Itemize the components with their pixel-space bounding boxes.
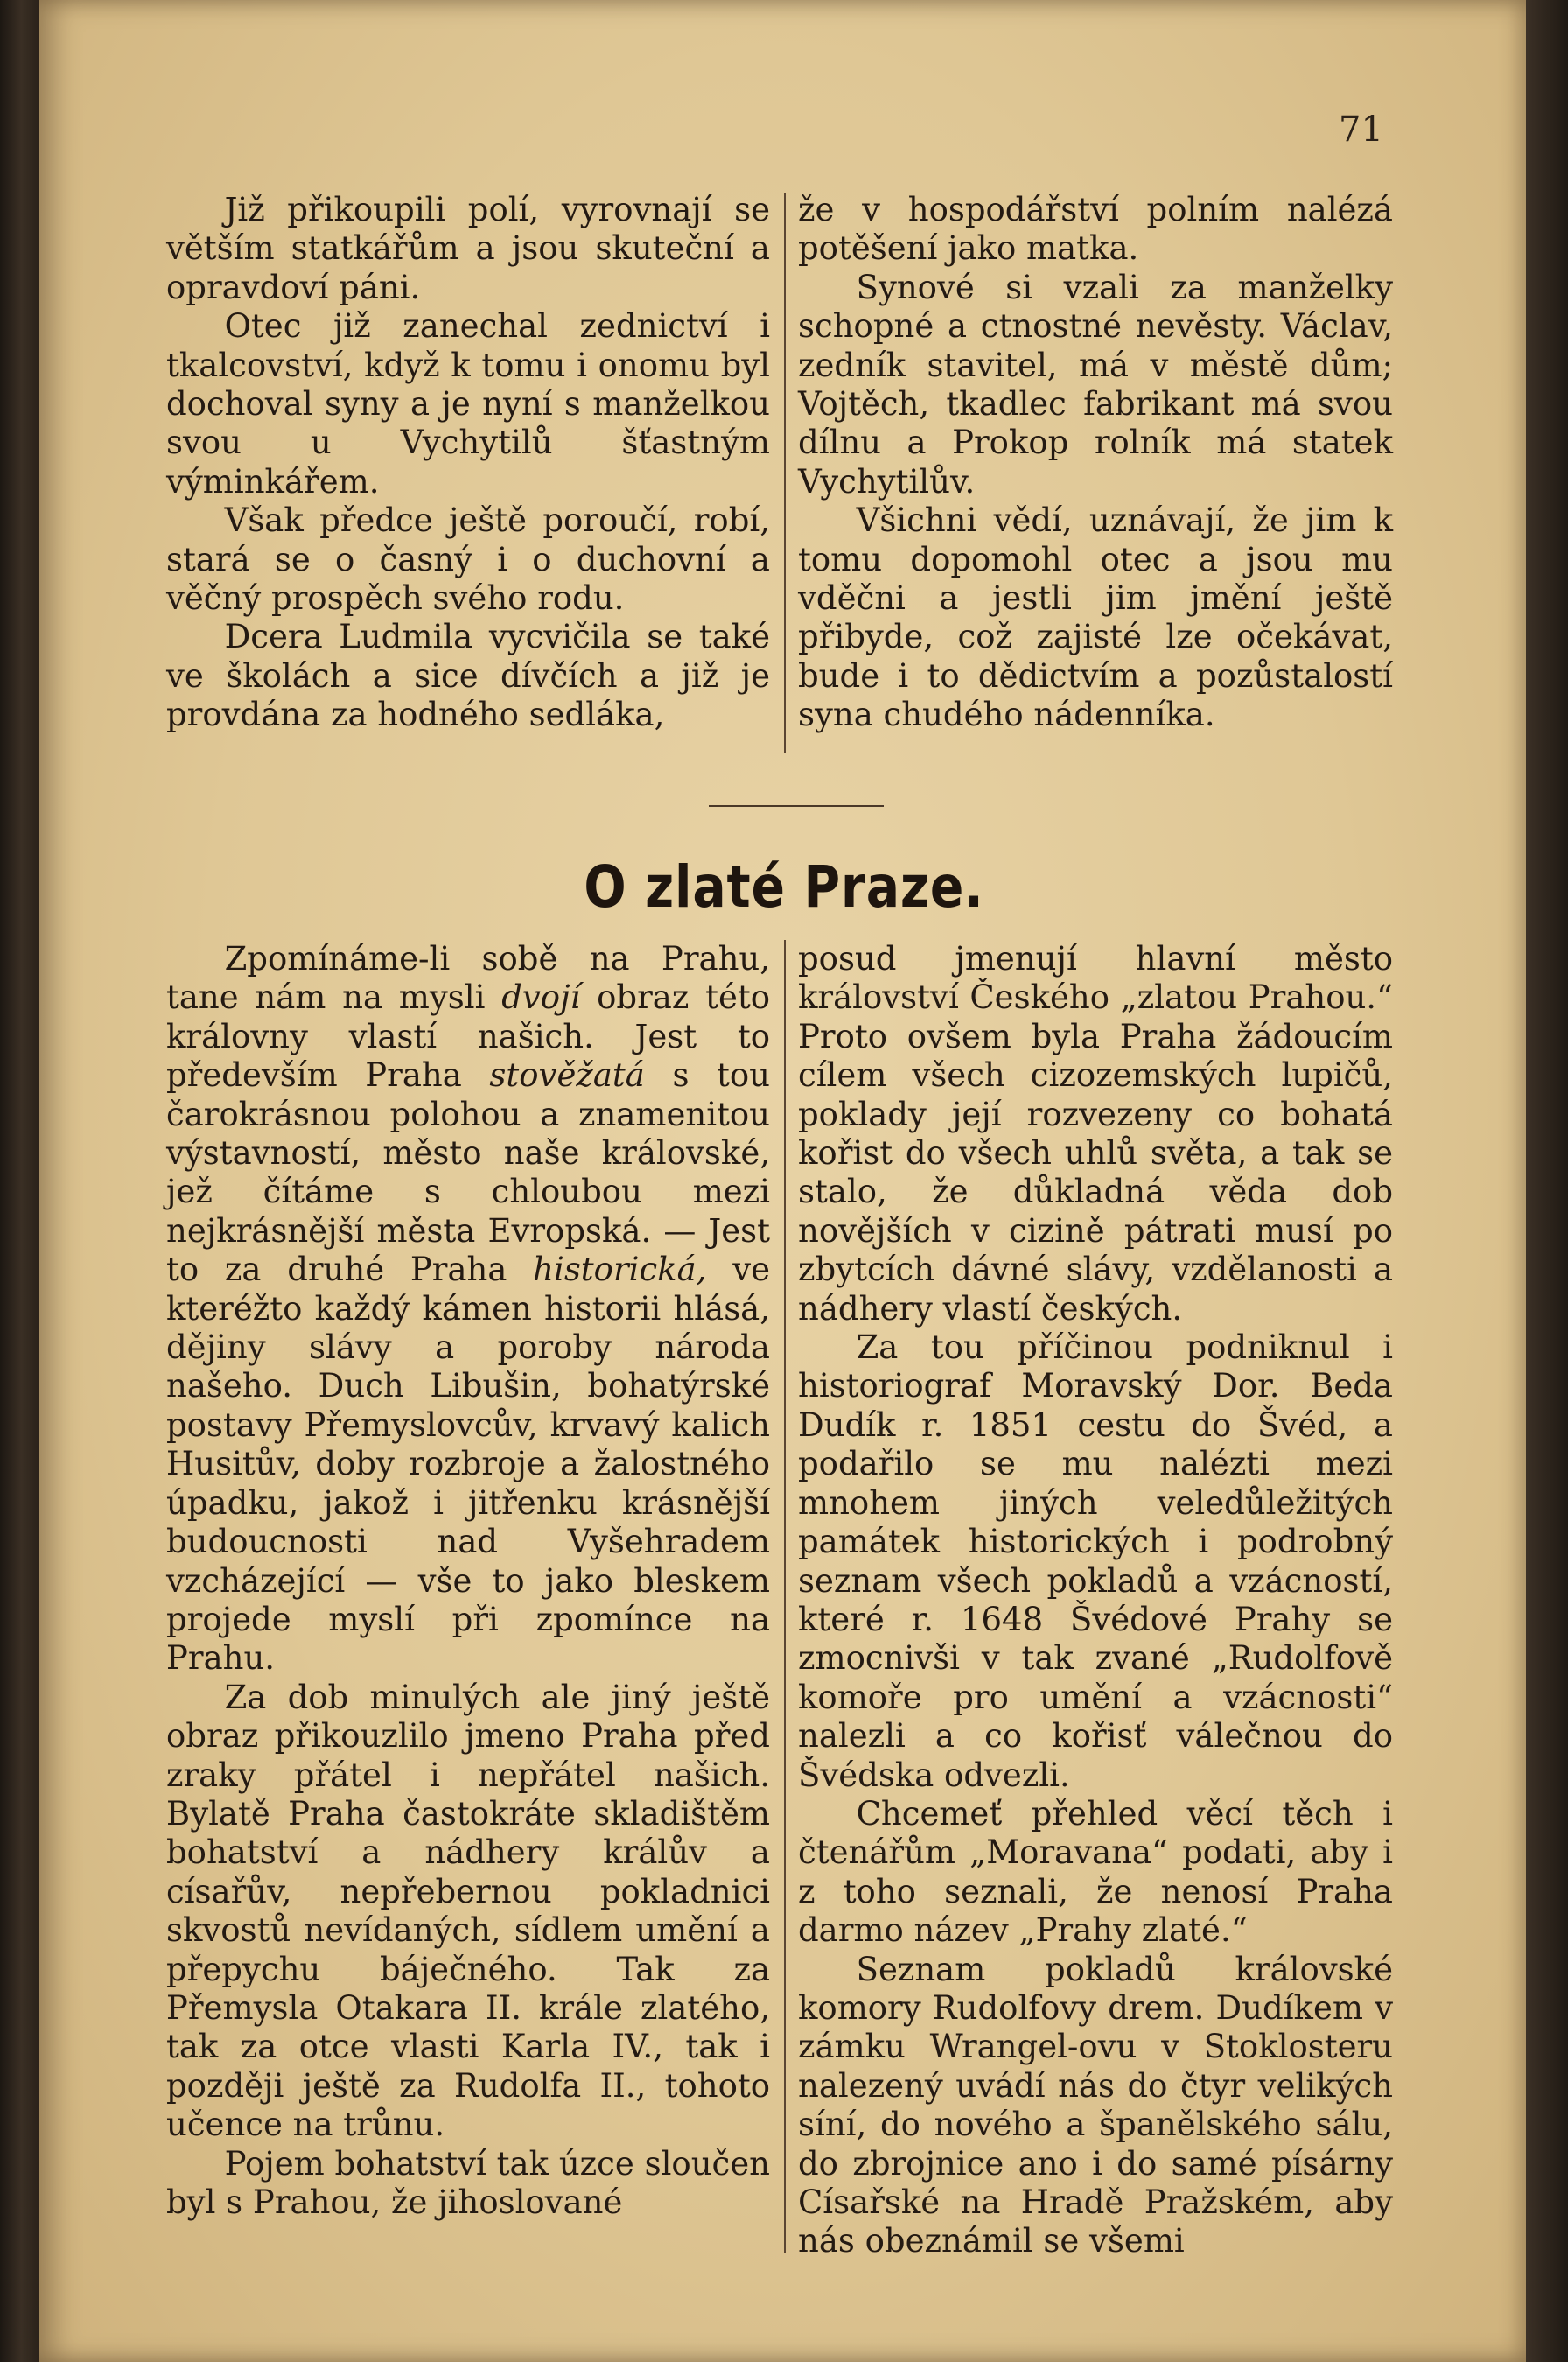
paragraph: Chcemeť přehled věcí těch i čtenářům „Moravana“ podati, aby i z toho seznali, že nenosí Praha darmo název „Prahy zlaté.“: [798, 1794, 1393, 1950]
top-left-column: [166, 191, 770, 735]
book-spine: [0, 0, 38, 2362]
paragraph: [166, 940, 770, 1679]
paragraph: Však předce ještě poroučí, robí, stará se o časný i o duchovní a věčný prospěch svého rodu.: [166, 501, 770, 618]
paragraph: Otec již zanechal zednictví i tkalcovství, když k tomu i onomu byl dochoval syny a je nyní s manželkou svou u Vychytilů šťastným výminkářem.: [166, 307, 770, 501]
page-edge: [1526, 0, 1568, 2362]
bottom-right-column: [798, 940, 1393, 2261]
text-run: Zpomínáme-li sobě na Prahu, tane nám na mysli: [166, 940, 770, 1017]
emphasis: historická,: [533, 1251, 707, 1289]
bottom-left-column: [166, 940, 770, 2222]
paragraph: Všichni vědí, uznávají, že jim k tomu dopomohl otec a jsou mu vděčni a jestli jim jmění ještě přibyde, což zajisté lze očekávat, bude i to dědictvím a pozůstalostí syna chudého nádenníka.: [798, 501, 1393, 734]
paragraph: Synové si vzali za manželky schopné a ctnostné nevěsty. Václav, zedník stavitel, má v městě dům; Vojtěch, tkadlec fabrikant má svou dílnu a Prokop rolník má statek Vychytilův.: [798, 268, 1393, 501]
page-number: 71: [1339, 109, 1383, 150]
section-separator: [709, 805, 884, 807]
column-divider: [784, 193, 786, 753]
column-divider: [784, 940, 786, 2253]
section-title: O zlaté Praze.: [584, 853, 984, 921]
emphasis: dvojí: [501, 978, 581, 1017]
paragraph: posud jmenují hlavní město království Českého „zlatou Prahou.“ Proto ovšem byla Praha žádoucím cílem všech cizozemských lupičů, poklady její rozvezeny co bohatá kořist do všech uhlů světa, a tak se stalo, že důkladná věda dob novějších v cizině pátrati musí po zbytcích dávné slávy, vzdělanosti a nádhery vlastí českých.: [798, 940, 1393, 1328]
paragraph: Seznam pokladů královské komory Rudolfovy drem. Dudíkem v zámku Wrangel-ovu v Stoklosteru nalezený uvádí nás do čtyr velikých síní, do nového a španělského sálu, do zbrojnice ano i do samé písárny Císařské na Hradě Pražském, aby nás obeznámil se všemi: [798, 1950, 1393, 2260]
paragraph: Pojem bohatství tak úzce sloučen byl s Prahou, že jihoslované: [166, 2144, 770, 2221]
text-run: s tou čarokrásnou polohou a znamenitou výstavností, město naše královské, jež čítáme s chloubou mezi nejkrásnější města Evropská. — Jest to za druhé Praha: [166, 1056, 771, 1289]
text-run: ve kteréžto každý kámen historii hlásá, dějiny slávy a poroby národa našeho. Duch Libušin, bohatýrské postavy Přemyslovcův, krvavý kalich Husitův, doby rozbroje a žalostného úpadku, jakož i jitřenku krásnější budoucnosti nad Vyšehradem vzcházející — vše to jako bleskem projede myslí při zpomínce na Prahu.: [166, 1251, 770, 1678]
top-right-column: [798, 191, 1393, 735]
paragraph: Za tou příčinou podniknul i historiograf Moravský Dor. Beda Dudík r. 1851 cestu do Švéd, a podařilo se mu nalézti mezi mnohem jiných veledůležitých památek historických i podrobný seznam všech pokladů a vzácností, které r. 1648 Švédové Prahy se zmocnivši v tak zvané „Rudolfově komoře pro umění a vzácnosti“ nalezli a co kořisť válečnou do Švédska odvezli.: [798, 1328, 1393, 1794]
paragraph: Dcera Ludmila vycvičila se také ve školách a sice dívčích a již je provdána za hodného sedláka,: [166, 618, 770, 734]
emphasis: stověžatá: [489, 1056, 645, 1095]
paragraph: Již přikoupili polí, vyrovnají se větším statkářům a jsou skuteční a opravdoví páni.: [166, 191, 770, 306]
text-run: obraz této královny vlastí našich. Jest to především Praha: [166, 978, 771, 1095]
paragraph: že v hospodářství polním nalézá potěšení jako matka.: [798, 191, 1393, 268]
paragraph: Za dob minulých ale jiný ještě obraz přikouzlilo jmeno Praha před zraky přátel i nepřátel našich. Bylatě Praha častokráte skladištěm bohatství a nádhery králův a císařův, nepřebernou pokladnici skvostů nevídaných, sídlem umění a přepychu báječného. Tak za Přemysla Otakara II. krále zlatého, tak za otce vlasti Karla IV., tak i později ještě za Rudolfa II., tohoto učence na trůnu.: [166, 1678, 770, 2144]
